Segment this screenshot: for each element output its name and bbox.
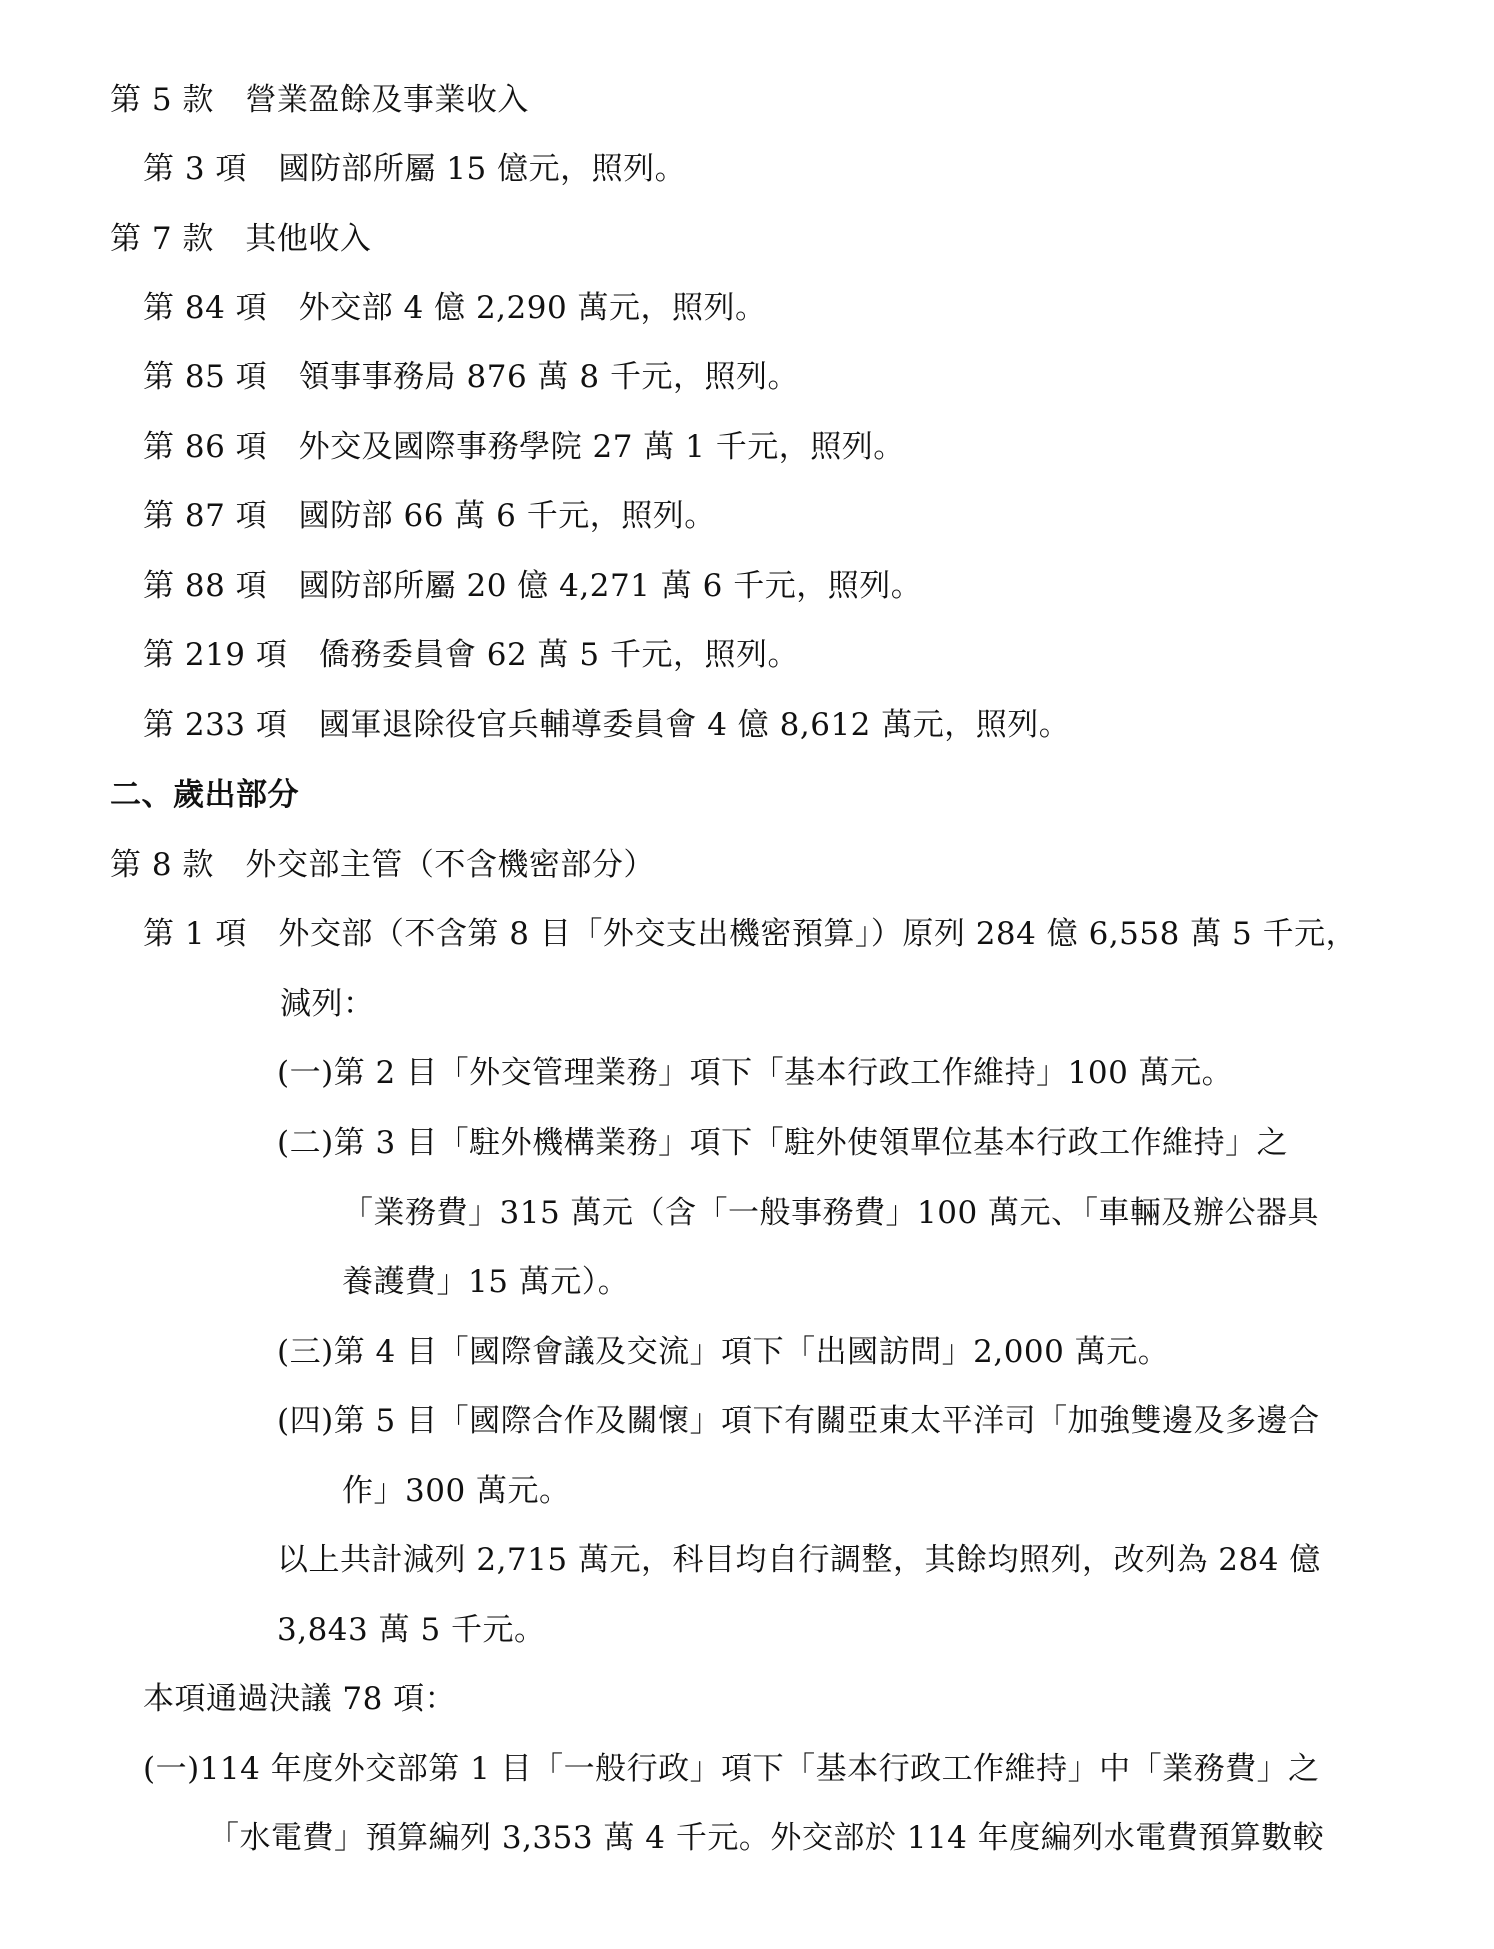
- item-k8-1-line1: 第 1 項 外交部（不含第 8 目「外交支出機密預算」）原列 284 億 6,558 萬 5 千元，: [143, 916, 1358, 952]
- total-line1: 以上共計減列 2,715 萬元，科目均自行調整，其餘均照列，改列為 284 億: [277, 1542, 1321, 1578]
- cut-4-line1: (四)第 5 目「國際合作及關懷」項下有關亞東太平洋司「加強雙邊及多邊合: [277, 1403, 1320, 1439]
- item-k7-219: 第 219 項 僑務委員會 62 萬 5 千元，照列。: [143, 637, 799, 673]
- section-k7: 第 7 款 其他收入: [110, 221, 372, 257]
- cut-1: (一)第 2 目「外交管理業務」項下「基本行政工作維持」100 萬元。: [277, 1055, 1234, 1091]
- item-k7-87: 第 87 項 國防部 66 萬 6 千元，照列。: [143, 498, 716, 534]
- expenditure-heading: 二、歲出部分: [110, 777, 299, 813]
- item-k7-86: 第 86 項 外交及國際事務學院 27 萬 1 千元，照列。: [143, 429, 905, 465]
- cut-2-line3: 養護費」15 萬元）。: [342, 1264, 630, 1300]
- section-k8: 第 8 款 外交部主管（不含機密部分）: [110, 847, 655, 883]
- item-k7-88: 第 88 項 國防部所屬 20 億 4,271 萬 6 千元，照列。: [143, 568, 923, 604]
- item-k5-3: 第 3 項 國防部所屬 15 億元，照列。: [143, 151, 687, 187]
- item-k7-84: 第 84 項 外交部 4 億 2,290 萬元，照列。: [143, 290, 767, 326]
- cut-4-line2: 作」300 萬元。: [342, 1473, 571, 1509]
- cut-3: (三)第 4 目「國際會議及交流」項下「出國訪問」2,000 萬元。: [277, 1334, 1170, 1370]
- item-k8-1-line2: 減列：: [280, 986, 375, 1022]
- total-line2: 3,843 萬 5 千元。: [277, 1612, 546, 1648]
- cut-2-line1: (二)第 3 目「駐外機構業務」項下「駐外使領單位基本行政工作維持」之: [277, 1125, 1289, 1161]
- resolution-1-line1: (一)114 年度外交部第 1 目「一般行政」項下「基本行政工作維持」中「業務費」之: [143, 1751, 1320, 1787]
- cut-2-line2: 「業務費」315 萬元（含「一般事務費」100 萬元、「車輛及辦公器具: [342, 1195, 1320, 1231]
- item-k7-85: 第 85 項 領事事務局 876 萬 8 千元，照列。: [143, 359, 799, 395]
- resolution-1-line2: 「水電費」預算編列 3,353 萬 4 千元。外交部於 114 年度編列水電費預算數較: [208, 1820, 1325, 1856]
- item-k7-233: 第 233 項 國軍退除役官兵輔導委員會 4 億 8,612 萬元，照列。: [143, 707, 1071, 743]
- resolutions-title: 本項通過決議 78 項：: [143, 1681, 457, 1717]
- section-k5: 第 5 款 營業盈餘及事業收入: [110, 82, 529, 118]
